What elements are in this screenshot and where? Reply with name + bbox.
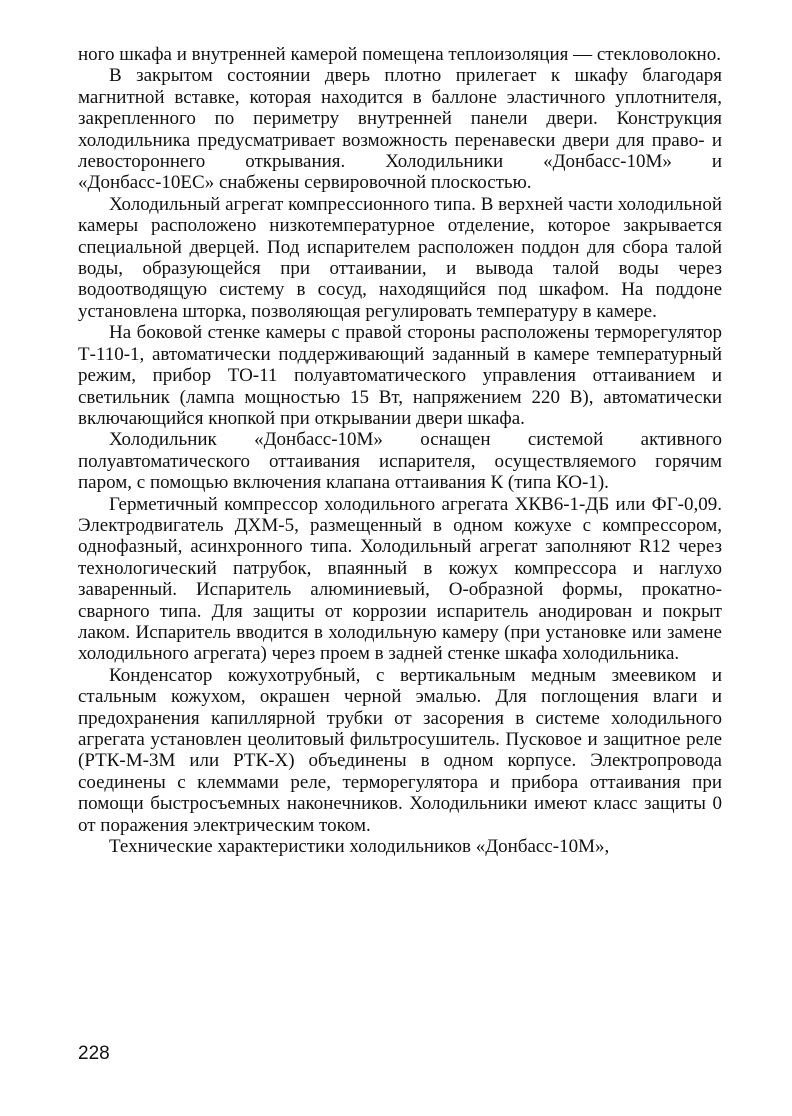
page-number: 228	[78, 1043, 110, 1064]
paragraph-condenser: Конденсатор кожухотрубный, с вертикальным медным змеевиком и стальным кожухом, окрашен черной эмалью. Для поглощения влаги и предохранения капиллярной трубки от засорения в системе холодильного агрегата установлен цеолитовый фильтросушитель. Пусковое и защитное реле (РТК-М-3М или РТК-Х) объединены в одном корпусе. Электропровода соединены с клеммами реле, терморегулятора и прибора оттаивания при помощи быстросъемных наконечников. Холодильники имеют класс защиты 0 от поражения электрическим током.	[78, 664, 722, 836]
paragraph-continuation: ного шкафа и внутренней камерой помещена теплоизоляция — стекловолокно.	[78, 44, 721, 65]
paragraph-compressor: Герметичный компрессор холодильного агрегата ХКВ6-1-ДБ или ФГ-0,09. Электродвигатель ДХМ-5, размещенный в одном кожухе с компрессором, однофазный, асинхронного типа. Холодильный агрегат заполняют R12 через технологический патрубок, впаянный в кожух компрессора и наглухо заваренный. Испаритель алюминиевый, О-образной формы, прокатно-сварного типа. Для защиты от коррозии испаритель анодирован и покрыт лаком. Испаритель вводится в холодильную камеру (при установке или замене холодильного агрегата) через проем в задней стенке шкафа холодильника.	[78, 493, 722, 665]
paragraph-side-wall: На боковой стенке камеры с правой стороны расположены терморегулятор Т-110-1, автоматически поддерживающий заданный в камере температурный режим, прибор ТО-11 полуавтоматического управления оттаиванием и светильник (лампа мощностью 15 Вт, напряжением 220 В), автоматически включающийся кнопкой при открывании двери шкафа.	[78, 322, 722, 429]
paragraph-door: В закрытом состоянии дверь плотно прилегает к шкафу благодаря магнитной вставке, которая находится в баллоне эластичного уплотнителя, закрепленного по периметру внутренней панели двери. Конструкция холодильника предусматривает возможность перенавески двери для право- и левостороннего открывания. Холодильники «Донбасс-10М» и «Донбасс-10ЕС» снабжены сервировочной плоскостью.	[78, 65, 722, 194]
paragraph-defrosting: Холодильник «Донбасс-10М» оснащен системой активного полуавтоматического оттаивания испарителя, осуществляемого горячим паром, с помощью включения клапана оттаивания К (типа КО-1).	[78, 429, 722, 494]
page-body	[78, 44, 722, 857]
paragraph-refrigeration-unit: Холодильный агрегат компрессионного типа. В верхней части холодильной камеры расположено низкотемпературное отделение, которое закрывается специальной дверцей. Под испарителем расположен поддон для сбора талой воды, образующейся при оттаивании, и вывода талой воды через водоотводящую систему в сосуд, находящийся под шкафом. На поддоне установлена шторка, позволяющая регулировать температуру в камере.	[78, 193, 722, 322]
paragraph-specs: Технические характеристики холодильников «Донбасс-10М»,	[109, 836, 610, 858]
